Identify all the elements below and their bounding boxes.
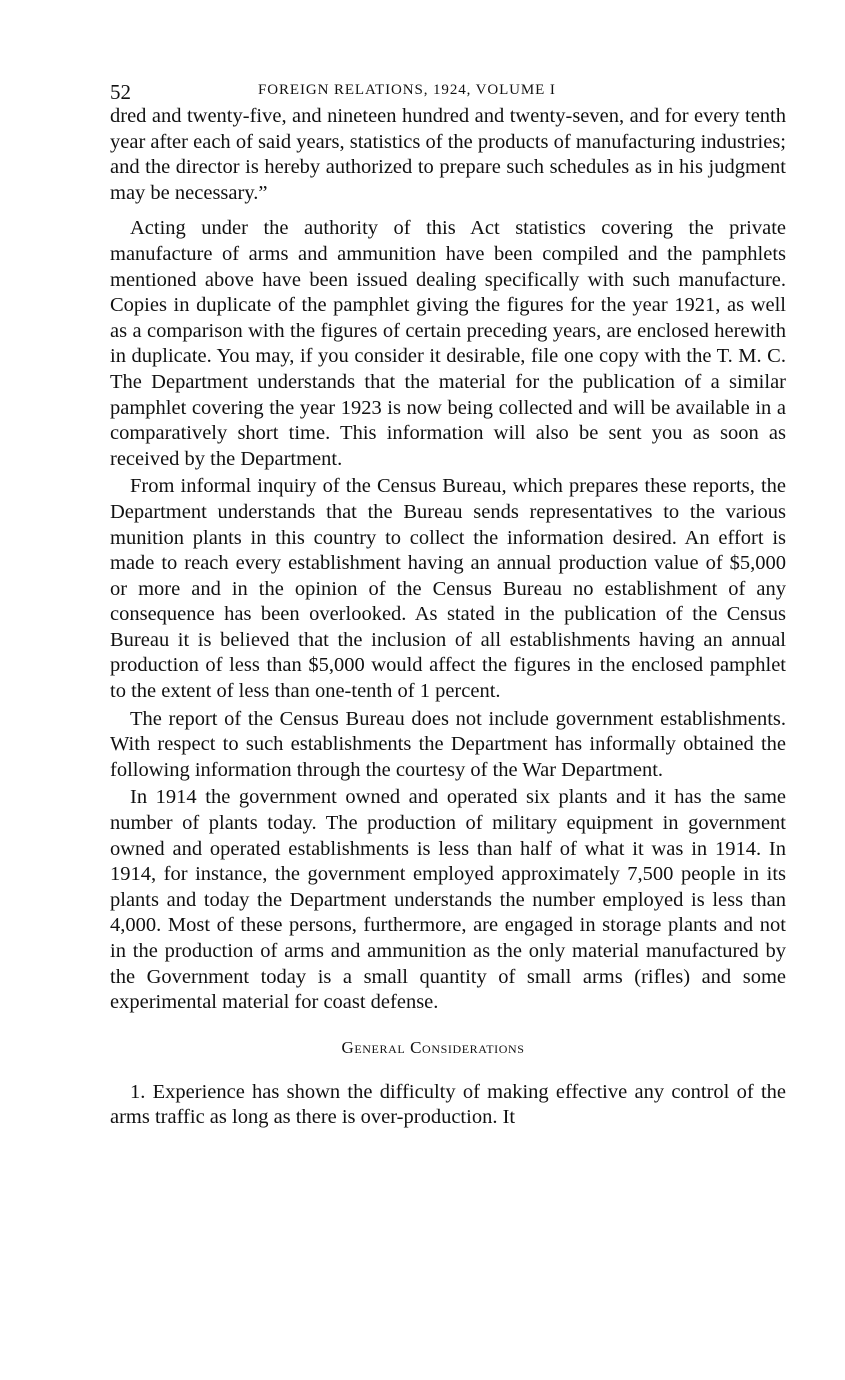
running-title: FOREIGN RELATIONS, 1924, VOLUME I xyxy=(258,82,556,98)
quotation-continuation: dred and twenty-five, and nineteen hundred and twenty-seven, and for every tenth year after each of said years, statistics of the products of manufacturing industries; and the director is hereby authorized to prepare such schedules as in his judgment may be necessary.” xyxy=(110,105,786,204)
paragraph-government-establishments: The report of the Census Bureau does not include government establishments. With respect to such establishments the Department has informally obtained the following information through the courtesy of the War Department. xyxy=(110,707,786,781)
paragraph-1914-plants: In 1914 the government owned and operated six plants and it has the same number of plants today. The production of military equipment in government owned and operated establishments is less than half of what it was in 1914. In 1914, for instance, the government employed approximately 7,500 people in its plants and today the Department understands the number employed is less than 4,000. Most of these persons, furthermore, are engaged in storage plants and not in the production of arms and ammunition as the only material manufactured by the Government today is a small quantity of small arms (rifles) and some experimental material for coast defense. xyxy=(110,786,786,1014)
document-page xyxy=(110,74,786,1131)
paragraph-census-bureau-inquiry: From informal inquiry of the Census Bureau, which prepares these reports, the Department understands that the Bureau sends representatives to the various munition plants in this country to collect the information desired. An effort is made to reach every establishment having an annual production value of $5,000 or more and in the opinion of the Census Bureau no establishment of any consequence has been overlooked. As stated in the publication of the Census Bureau it is believed that the inclusion of all establishments having an annual production of less than $5,000 would affect the figures in the enclosed pamphlet to the extent of less than one-tenth of 1 percent. xyxy=(110,475,786,703)
paragraph-experience-overproduction: 1. Experience has shown the difficulty of making effective any control of the arms traffic as long as there is over-production. It xyxy=(110,1080,786,1129)
paragraph-acting-under-authority: Acting under the authority of this Act statistics covering the private manufacture of arms and ammunition have been compiled and the pamphlets mentioned above have been issued dealing specifically with such manufacture. Copies in duplicate of the pamphlet giving the figures for the year 1921, as well as a comparison with the figures of certain preceding years, are enclosed herewith in duplicate. You may, if you consider it desirable, file one copy with the T. M. C. The Department understands that the material for the publication of a similar pamphlet covering the year 1923 is now being collected and will be available in a comparatively short time. This information will also be sent you as soon as received by the Department. xyxy=(110,217,786,470)
page-number: 52 xyxy=(110,80,131,104)
section-heading: General Considerations xyxy=(341,1037,525,1057)
running-header xyxy=(110,74,786,104)
